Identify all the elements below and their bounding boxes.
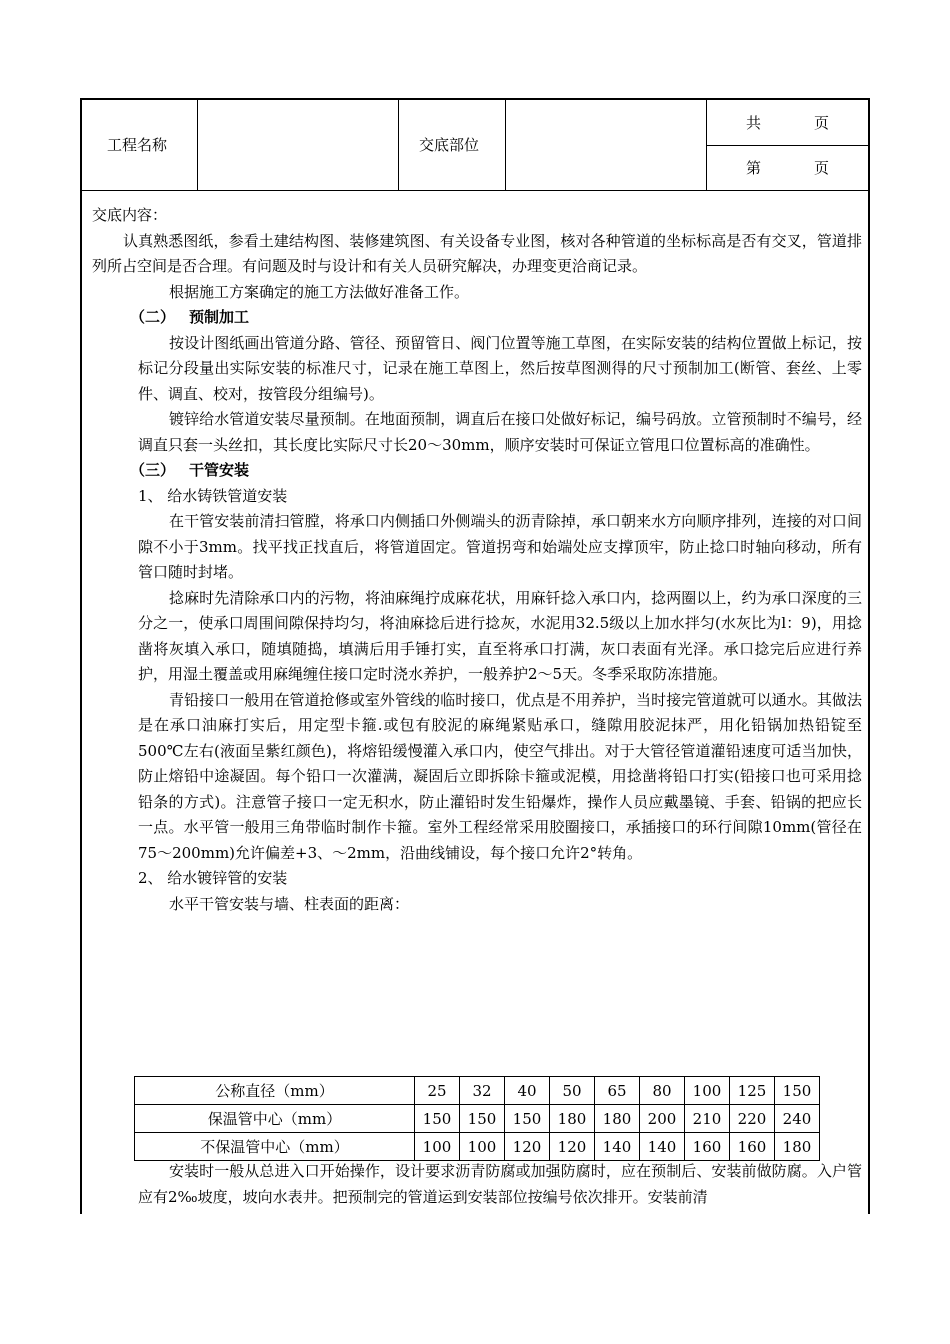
disclosure-content (92, 203, 862, 917)
table-cell: 25 (415, 1077, 460, 1105)
paragraph: 镀锌给水管道安装尽量预制。在地面预制，调直后在接口处做好标记，编号码放。立管预制时不编号，经调直只套一头丝扣，其长度比实际尺寸长20～30mm，顺序安装时可保证立管甩口位置标高的准确性。 (138, 410, 862, 454)
section-heading-3 (92, 458, 862, 484)
paragraph: 安装时一般从总进入口开始操作，设计要求沥青防腐或加强防腐时，应在预制后、安装前做防腐。入户管应有2‰坡度，坡向水表井。把预制完的管道运到安装部位按编号依次排开。安装前清 (138, 1162, 862, 1206)
total-pages-prefix: 共 (746, 114, 762, 132)
table-cell: 150 (775, 1077, 820, 1105)
paragraph: 青铅接口一般用在管道抢修或室外管线的临时接口，优点是不用养护，当时接完管道就可以通水。其做法是在承口油麻打实后，用定型卡箍.或包有胶泥的麻绳紧贴承口，缝隙用胶泥抹严，用化铅锅加热铅锭至500℃左右(液面呈紫红颜色)，将熔铅缓慢灌入承口内，使空气排出。对于大管径管道灌铅速度可适当加快，防止熔铅中途凝固。每个铅口一次灌满，凝固后立即拆除卡箍或泥模，用捻凿将铅口打实(铅接口也可采用捻铅条的方式)。注意管子接口一定无积水，防止灌铅时发生铅爆炸，操作人员应戴墨镜、手套、铅锅的把应长一点。水平管一般用三角带临时制作卡箍。室外工程经常采用胶圈接口，承插接口的环行间隙10mm(管径在75～200mm)允许偏差+3、～2mm，沿曲线铺设，每个接口允许2°转角。 (138, 690, 862, 862)
section-number: （三） (130, 461, 176, 479)
table-cell: 180 (775, 1133, 820, 1161)
table-cell: 125 (730, 1077, 775, 1105)
header-divider-4 (706, 98, 707, 191)
table-cell: 160 (685, 1133, 730, 1161)
table-cell: 140 (595, 1133, 640, 1161)
header-divider-2 (398, 98, 399, 191)
table-row (135, 1133, 820, 1161)
table-row-label: 不保温管中心（mm） (135, 1133, 415, 1161)
paragraph: 根据施工方案确定的施工方法做好准备工作。 (169, 282, 470, 301)
page-cell-divider (706, 145, 870, 146)
page-no-prefix: 第 (746, 159, 762, 177)
content-label: 交底内容： (92, 206, 168, 224)
page-no-suffix: 页 (814, 159, 830, 177)
table-cell: 220 (730, 1105, 775, 1133)
table-row-label: 公称直径（mm） (135, 1077, 415, 1105)
table-cell: 100 (685, 1077, 730, 1105)
subsection-heading-2: 2、 给水镀锌管的安装 (138, 869, 288, 887)
table-cell: 180 (595, 1105, 640, 1133)
table-cell: 65 (595, 1077, 640, 1105)
header-divider-3 (505, 98, 506, 191)
table-cell: 32 (460, 1077, 505, 1105)
table-row (135, 1077, 820, 1105)
table-cell: 180 (550, 1105, 595, 1133)
table-cell: 160 (730, 1133, 775, 1161)
table-cell: 150 (460, 1105, 505, 1133)
section-title: 干管安装 (189, 461, 250, 479)
total-pages-suffix: 页 (814, 114, 830, 132)
location-label: 交底部位 (419, 136, 480, 154)
table-cell: 80 (640, 1077, 685, 1105)
header-divider-1 (197, 98, 198, 191)
paragraph: 按设计图纸画出管道分路、管径、预留管日、阀门位置等施工草图，在实际安装的结构位置做上标记，按标记分段量出实际安装的标准尺寸，记录在施工草图上，然后按草图测得的尺寸预制加工(断管、套丝、上零件、调直、校对，按管段分组编号)。 (138, 333, 862, 403)
paragraph: 认真熟悉图纸，参看土建结构图、装修建筑图、有关设备专业图，核对各种管道的坐标标高是否有交叉，管道排列所占空间是否合理。有问题及时与设计和有关人员研究解决，办理变更洽商记录。 (92, 231, 862, 275)
distance-table (134, 1076, 820, 1161)
table-cell: 120 (505, 1133, 550, 1161)
section-heading-2 (92, 305, 862, 331)
table-row (135, 1105, 820, 1133)
table-cell: 210 (685, 1105, 730, 1133)
table-cell: 200 (640, 1105, 685, 1133)
header-bottom-rule (80, 190, 870, 191)
paragraph: 捻麻时先清除承口内的污物，将油麻绳拧成麻花状，用麻钎捻入承口内，捻两圈以上，约为承口深度的三分之一，使承口周围间隙保持均匀，将油麻捻后进行捻灰，水泥用32.5级以上加水拌匀(水灰比为l：9)，用捻凿将灰填入承口，随填随捣，填满后用手锤打实，直至将承口打满，灰口表面有光泽。承口捻完后应进行养护，用湿土覆盖或用麻绳缠住接口定时浇水养护，一般养护2～5天。冬季采取防冻措施。 (138, 588, 862, 683)
table-cell: 240 (775, 1105, 820, 1133)
disclosure-content-continued (92, 1159, 862, 1210)
table-cell: 100 (415, 1133, 460, 1161)
table-cell: 40 (505, 1077, 550, 1105)
section-number: （二） (130, 308, 176, 326)
table-cell: 150 (415, 1105, 460, 1133)
table-row-label: 保温管中心（mm） (135, 1105, 415, 1133)
section-title: 预制加工 (189, 308, 250, 326)
paragraph: 水平干管安装与墙、柱表面的距离： (169, 894, 410, 913)
table-cell: 140 (640, 1133, 685, 1161)
table-cell: 100 (460, 1133, 505, 1161)
table-cell: 120 (550, 1133, 595, 1161)
subsection-heading-1: 1、 给水铸铁管道安装 (138, 486, 288, 505)
table-cell: 150 (505, 1105, 550, 1133)
paragraph: 在干管安装前清扫管膛，将承口内侧插口外侧端头的沥青除掉，承口朝来水方向顺序排列，连接的对口间隙不小于3mm。找平找正找直后，将管道固定。管道拐弯和始端处应支撑顶牢，防止捻口时轴向移动，所有管口随时封堵。 (138, 512, 862, 581)
project-name-label: 工程名称 (107, 136, 168, 154)
table-cell: 50 (550, 1077, 595, 1105)
